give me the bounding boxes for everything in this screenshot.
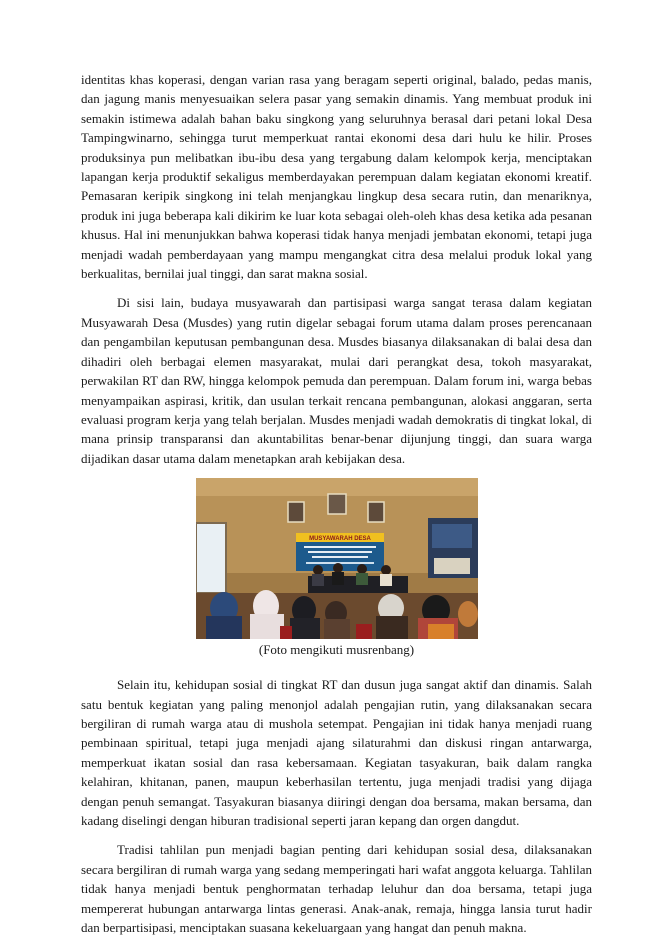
- paragraph-tahlilan: Tradisi tahlilan pun menjadi bagian penting dari kehidupan sosial desa, dilaksanakan secara bergiliran di rumah warga yang sedang memperingati hari wafat anggota keluarga. Tahlilan tidak hanya menjadi bentuk penghormatan terhadap leluhur dan doa bersama, tetapi juga mempererat hubungan antarwarga lintas generasi. Anak-anak, remaja, hingga lansia turut hadir dan berpartisipasi, menciptakan suasana kekeluargaan yang hangat dan penuh makna.: [81, 842, 592, 935]
- musrenbang-photo: [196, 478, 478, 639]
- document-page: [81, 70, 592, 947]
- paragraph-musdes: Di sisi lain, budaya musyawarah dan partisipasi warga sangat terasa dalam kegiatan Musyawarah Desa (Musdes) yang rutin digelar sebagai forum utama dalam proses perencanaan dan pengambilan keputusan pembangunan desa. Musdes biasanya dilaksanakan di balai desa dan dihadiri oleh berbagai elemen masyarakat, mulai dari perangkat desa, tokoh masyarakat, perwakilan RT dan RW, hingga kelompok pemuda dan perempuan. Dalam forum ini, warga bebas menyampaikan aspirasi, kritik, dan usulan terkait rencana pembangunan, alokasi anggaran, serta evaluasi program kerja yang telah berjalan. Musdes menjadi wadah demokratis di tingkat lokal, di mana prinsip transparansi dan akuntabilitas benar-benar dijunjung tinggi, dan suara warga dijadikan dasar utama dalam menetapkan arah kebijakan desa.: [81, 295, 592, 466]
- figure-caption: (Foto mengikuti musrenbang): [258, 642, 415, 658]
- paragraph-koperasi: identitas khas koperasi, dengan varian rasa yang beragam seperti original, balado, pedas manis, dan jagung manis menyesuaikan selera pasar yang semakin dinamis. Yang membuat produk ini semakin istimewa adalah bahan baku singkong yang seluruhnya berasal dari petani lokal Desa Tampingwinarno, sehingga turut memperkuat rantai ekonomi desa dari hulu ke hilir. Proses produksinya pun melibatkan ibu-ibu desa yang tergabung dalam kelompok kerja, menciptakan lapangan kerja produktif sekaligus memberdayakan perempuan dalam kegiatan ekonomi kreatif. Pemasaran keripik singkong ini telah menjangkau lingkup desa secara rutin, dan menariknya, produk ini juga beberapa kali dikirim ke luar kota sebagai oleh-oleh khas desa ketika ada pesanan khusus. Hal ini menunjukkan bahwa koperasi tidak hanya menjadi jembatan ekonomi, tetapi juga menjadi wadah pemberdayaan yang mampu mengangkat citra desa melalui produk lokal yang berkualitas, bernilai jual tinggi, dan sarat makna sosial.: [81, 72, 592, 282]
- figure-musrenbang: [196, 478, 478, 659]
- banner-title: MUSYAWARAH DESA: [308, 536, 371, 543]
- paragraph-pengajian: Selain itu, kehidupan sosial di tingkat RT dan dusun juga sangat aktif dan dinamis. Salah satu bentuk kegiatan yang paling menonjol adalah pengajian rutin, yang dilaksanakan secara bergiliran di rumah warga atau di mushola setempat. Pengajian ini tidak hanya menjadi ruang pembinaan spiritual, tetapi juga menjadi ajang silaturahmi dan diskusi ringan antarwarga, memperkuat ikatan sosial dan rasa kebersamaan. Kegiatan tasyakuran, baik dalam rangka kelahiran, khitanan, panen, maupun keberhasilan tertentu, juga menjadi tradisi yang dijaga dengan penuh semangat. Tasyakuran biasanya diiringi dengan doa bersama, makan bersama, dan kadang diselingi dengan hiburan tradisional seperti jaran kepang dan orgen dangdut.: [81, 677, 592, 828]
